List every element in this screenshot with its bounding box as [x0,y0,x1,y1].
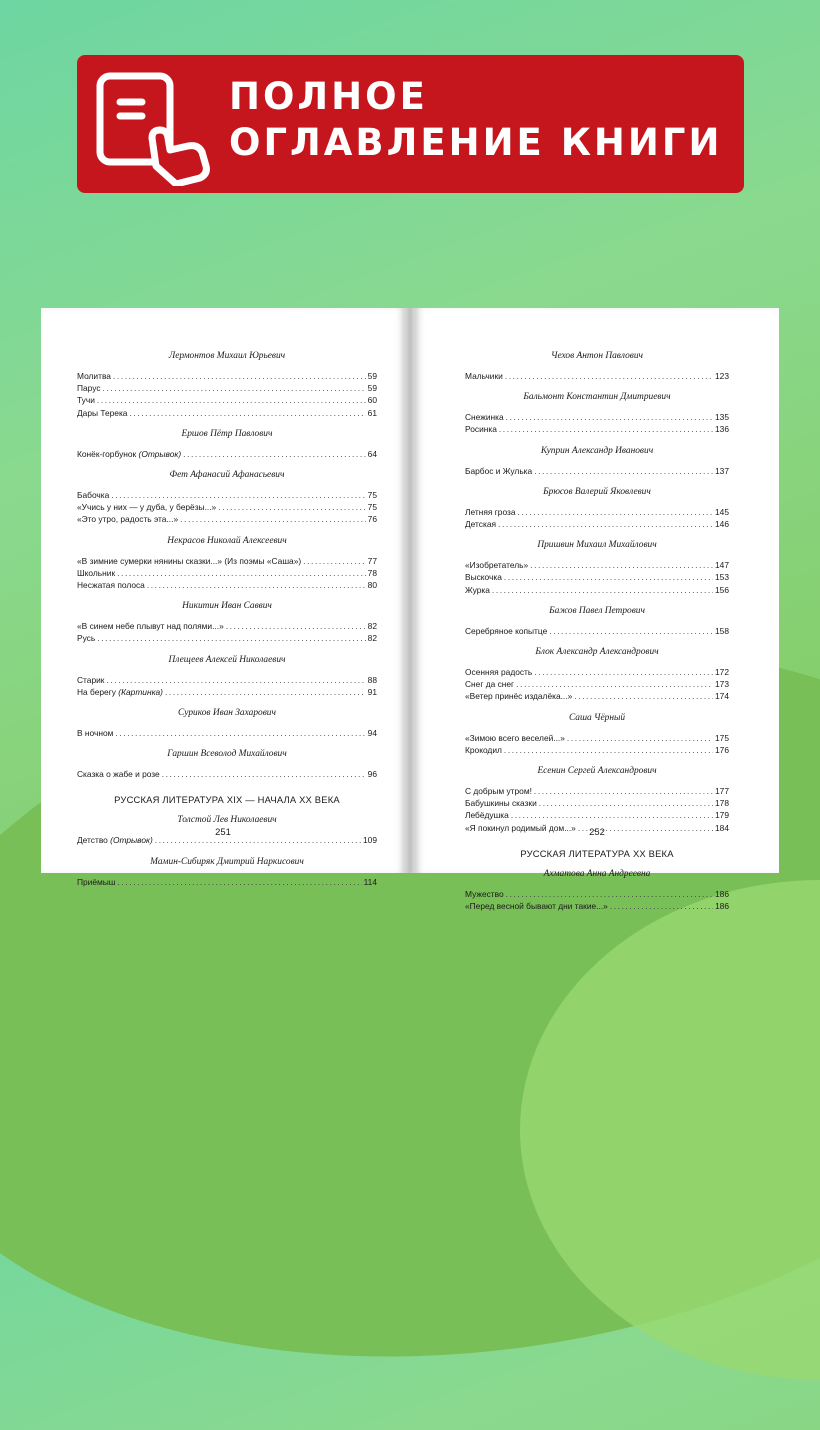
toc-entry-title [77,686,163,698]
toc-entry-page: 59 [367,371,377,381]
toc-entry-title-text: Летняя гроза [465,506,516,517]
toc-entry-title [77,555,301,567]
toc-entry-page: 177 [715,786,729,797]
toc-entry-title-text: Несжатая полоса [77,580,145,591]
left-page [41,308,405,887]
toc-entry-title [465,666,532,678]
leader-dots [113,370,366,382]
toc-entry-title [77,448,181,460]
leader-dots [118,876,362,888]
toc-entry [465,411,729,423]
toc-entry-page: 59 [367,383,377,394]
toc-entry-title [465,465,532,477]
leader-dots [103,382,366,394]
toc-author: Плещеев Алексей Николаевич [168,654,286,665]
toc-entry-subtitle: (Картинка) [118,686,163,697]
toc-author: Есенин Сергей Александрович [537,766,657,777]
leader-dots [180,513,366,525]
toc-entry [465,625,729,637]
toc-entry-title [77,407,127,419]
toc-entry-title-text: «Изобретатель» [465,560,529,571]
leader-dots [534,666,713,678]
leader-dots [129,407,365,419]
spacer [77,806,377,814]
toc-entry-title-text: Журка [465,584,490,595]
toc-entry-title [465,678,514,690]
toc-entry [77,876,377,888]
leader-dots [147,579,366,591]
leader-dots [504,571,713,583]
toc-entry-title-text: Осенняя радость [465,667,533,678]
toc-entry-page: 60 [367,395,377,406]
book-spread [41,308,779,912]
spacer [77,760,377,768]
toc-entry-page: 186 [715,888,729,899]
leader-dots [226,620,366,632]
toc-author: Мамин-Сибиряк Дмитрий Наркисович [150,856,304,867]
spacer [465,703,729,712]
toc-entry-subtitle: (Отрывок) [138,448,182,459]
toc-author: Ахматова Анна Андреевна [543,868,651,879]
spacer [465,530,729,539]
toc-entry-page: 184 [715,822,729,833]
toc-entry-page: 135 [715,412,729,423]
toc-entry-title [465,411,504,423]
toc-entry-title-text: Выскочка [465,572,502,583]
spacer [77,847,377,856]
toc-entry-title [465,506,516,518]
toc-entry [465,423,729,435]
leader-dots [117,567,366,579]
spacer [465,436,729,445]
toc-entry-page: 75 [367,502,377,513]
leader-dots [504,744,713,756]
spacer [77,612,377,620]
spacer [77,698,377,707]
spacer [77,591,377,600]
toc-entry-title-text: «Я покинул родимый дом...» [465,822,576,833]
toc-author: Некрасов Николай Алексеевич [167,535,287,546]
toc-entry-title-text: В ночном [77,728,114,739]
toc-entry [465,732,729,744]
leader-dots [567,732,713,744]
right-page [415,308,779,912]
leader-dots [516,678,713,690]
toc-entry-title-text: Сказка о жабе и розе [77,769,160,780]
toc-entry-title [77,876,116,888]
leader-dots [183,448,366,460]
toc-entry-page: 123 [715,371,729,381]
leader-dots [115,727,365,739]
spacer [465,477,729,486]
toc-entry-title-text: Детство [77,835,108,846]
spacer [77,526,377,535]
spacer [77,481,377,489]
toc-entry-page: 75 [367,490,377,501]
toc-entry [77,407,377,419]
leader-dots [499,423,713,435]
spacer [465,724,729,732]
toc-author: Куприн Александр Иванович [540,445,654,456]
toc-entry-title [465,625,547,637]
toc-author: Чехов Антон Павлович [550,351,643,361]
toc-entry-title-text: Снежинка [465,412,504,423]
toc-entry [465,744,729,756]
spacer [77,719,377,727]
toc-entry [77,674,377,686]
toc-entry-title [465,797,537,809]
toc-entry [77,513,377,525]
toc-entry-page: 96 [367,769,377,780]
page-number: 252 [589,826,605,837]
toc-entry-page: 146 [715,519,729,530]
toc-entry [77,448,377,460]
book-spine [405,308,415,873]
toc-entry-title-text: Молитва [77,371,111,381]
toc-entry-page: 175 [715,732,729,743]
leader-dots [97,632,365,644]
toc-entry [465,797,729,809]
toc-entry-title-text: Парус [77,383,101,394]
toc-entry [77,370,377,382]
toc-entry-title-text: «Ветер принёс издалёка...» [465,691,573,702]
leader-dots [511,809,713,821]
toc-author: Фет Афанасий Афанасьевич [169,470,285,481]
toc-entry-page: 179 [715,810,729,821]
leader-dots [534,465,713,477]
toc-entry-title-text: «Зимою всего веселей...» [465,732,565,743]
toc-entry-page: 137 [715,465,729,476]
toc-entry-title-text: Крокодил [465,744,502,755]
toc-entry-title [77,382,101,394]
toc-entry [77,489,377,501]
toc-entry-page: 76 [367,514,377,525]
toc-entry-title [465,785,532,797]
toc-entry-title-text: С добрым утром! [465,786,532,797]
toc-entry-title-text: «Перед весной бывают дни такие...» [465,901,608,912]
spacer [465,362,729,370]
toc-entry-title-text: Старик [77,674,105,685]
toc-entry-page: 178 [715,798,729,809]
toc-entry-title [465,744,502,756]
toc-entry-title [77,620,224,632]
toc-entry [77,632,377,644]
banner-title-line2: ОГЛАВЛЕНИЕ КНИГИ [229,121,723,164]
spacer [465,498,729,506]
leader-dots [106,674,365,686]
toc-entry-page: 156 [715,584,729,595]
toc-entry [77,768,377,780]
toc-author: Толстой Лев Николаевич [177,815,277,826]
leader-dots [162,768,366,780]
toc-entry [465,571,729,583]
toc-entry-title-text: Тучи [77,395,95,406]
toc-entry-title-text: Конёк-горбунок [77,448,137,459]
toc-entry-title-text: Серебряное копытце [465,625,548,636]
toc-entry-page: 61 [367,407,377,418]
toc-entry [77,501,377,513]
toc-author: Никитин Иван Саввич [182,601,272,612]
toc-list [77,350,377,888]
spacer [77,460,377,469]
leader-dots [518,506,714,518]
leader-dots [539,797,713,809]
toc-entry-title [465,518,496,530]
toc-entry [465,888,729,900]
toc-entry-title [77,727,113,739]
spacer [465,880,729,888]
toc-entry [465,678,729,690]
toc-author: Гаршин Всеволод Михайлович [167,749,287,760]
toc-entry-title [465,888,504,900]
toc-entry [77,567,377,579]
toc-entry-title-text: «Это утро, радость эта...» [77,514,179,525]
spacer [77,666,377,674]
toc-entry [77,382,377,394]
leader-dots [506,411,713,423]
toc-entry-page: 94 [367,728,377,739]
leader-dots [492,584,713,596]
toc-entry [465,690,729,702]
spacer [465,777,729,785]
toc-entry-title-text: Русь [77,633,96,644]
leader-dots [505,370,713,382]
spacer [465,860,729,868]
spacer [465,658,729,666]
toc-entry-title-text: Дары Терека [77,407,128,418]
spacer [77,440,377,448]
spacer [465,637,729,646]
toc-entry-title-text: Росинка [465,424,497,435]
toc-entry-subtitle: (Отрывок) [110,835,153,846]
toc-entry-page: 186 [715,901,729,912]
toc-entry-page: 176 [715,744,729,755]
toc-entry-title-text: «Учись у них — у дуба, у берёзы...» [77,502,217,513]
toc-entry-page: 82 [367,621,377,632]
toc-entry-title [77,370,111,382]
toc-entry [465,559,729,571]
toc-entry [465,506,729,518]
toc-entry-title [77,632,95,644]
toc-author: Брюсов Валерий Яковлевич [543,486,651,497]
leader-dots [303,555,366,567]
spacer [465,756,729,765]
toc-entry [77,555,377,567]
toc-entry-title-text: Снег да снег [465,679,515,690]
toc-entry-page: 145 [715,506,729,517]
spacer [465,457,729,465]
toc-author: Ершов Пётр Павлович [181,428,273,439]
toc-entry-page: 173 [715,679,729,690]
leader-dots [111,489,365,501]
toc-entry [465,465,729,477]
toc-entry-title [465,370,503,382]
toc-entry-title [77,579,145,591]
toc-entry-page: 78 [367,567,377,578]
toc-entry-title [465,423,497,435]
toc-entry-page: 91 [367,686,377,697]
spacer [77,645,377,654]
toc-entry [465,370,729,382]
banner-title [229,74,749,166]
toc-entry-title [77,674,104,686]
toc-entry [77,620,377,632]
toc-entry-page: 82 [367,633,377,644]
toc-section-heading: РУССКАЯ ЛИТЕРАТУРА XIX — НАЧАЛА XX ВЕКА [114,794,340,806]
toc-author: Лермонтов Михаил Юрьевич [168,351,286,361]
toc-entry [77,686,377,698]
toc-entry-title-text: Мальчики [465,371,503,381]
toc-entry-title [77,513,178,525]
toc-entry [77,579,377,591]
toc-entry [465,785,729,797]
spacer [465,617,729,625]
leader-dots [97,394,366,406]
leader-dots [610,900,713,912]
toc-entry [465,809,729,821]
toc-entry-title [465,732,565,744]
spacer [77,780,377,794]
spacer [465,596,729,605]
toc-entry-title [465,559,528,571]
spacer [77,362,377,370]
page-number: 251 [215,826,231,837]
toc-entry-page: 158 [715,625,729,636]
toc-entry-page: 174 [715,691,729,702]
toc-entry-page: 80 [367,580,377,591]
spacer [465,382,729,391]
spacer [465,551,729,559]
toc-entry [465,900,729,912]
toc-entry-page: 88 [367,674,377,685]
toc-entry-title-text: «В синем небе плывут над полями...» [77,621,224,632]
toc-entry-page: 136 [715,424,729,435]
toc-entry-title [77,489,109,501]
toc-entry-page: 64 [367,448,377,459]
toc-entry-title [77,501,216,513]
leader-dots [549,625,713,637]
spacer [77,739,377,748]
toc-entry-title [465,584,490,596]
toc-entry-page: 147 [715,560,729,571]
toc-author: Суриков Иван Захарович [178,708,276,719]
toc-entry-page: 77 [367,555,377,566]
toc-entry-title [465,900,608,912]
toc-entry-title [465,690,572,702]
toc-entry-title-text: Приёмыш [77,876,116,887]
toc-entry-title [77,567,115,579]
toc-entry-page: 153 [715,572,729,583]
toc-entry-title [77,768,160,780]
spacer [77,419,377,428]
spacer [77,868,377,876]
document-hand-icon [92,66,218,186]
spacer [465,403,729,411]
toc-entry [77,727,377,739]
toc-author: Блок Александр Александрович [535,647,659,658]
toc-entry-page: 109 [363,835,377,846]
toc-section-heading: РУССКАЯ ЛИТЕРАТУРА XX ВЕКА [520,847,674,859]
toc-author: Бальмонт Константин Дмитриевич [523,392,671,403]
toc-entry-title-text: Мужество [465,888,504,899]
toc-author: Саша Чёрный [568,712,626,723]
leader-dots [498,518,713,530]
toc-entry-title-text: На берегу [77,686,116,697]
toc-entry-title [465,809,509,821]
leader-dots [530,559,713,571]
toc-entry-title-text: Детская [465,519,497,530]
leader-dots [574,690,713,702]
toc-author: Бажов Павел Петрович [549,605,645,616]
toc-entry [77,394,377,406]
toc-entry-title-text: «В зимние сумерки нянины сказки...» (Из поэмы «Саша») [77,555,302,566]
toc-entry-title-text: Лебёдушка [465,810,509,821]
toc-entry [465,584,729,596]
leader-dots [534,785,713,797]
toc-entry [465,518,729,530]
toc-author: Пришвин Михаил Михайлович [537,540,657,551]
toc-entry-title [465,571,502,583]
toc-entry [465,666,729,678]
leader-dots [506,888,713,900]
toc-entry-title-text: Бабушкины сказки [465,798,537,809]
toc-entry-title-text: Барбос и Жулька [465,465,533,476]
toc-entry-title-text: Школьник [77,567,116,578]
leader-dots [165,686,366,698]
leader-dots [218,501,365,513]
toc-entry-page: 172 [715,667,729,678]
banner-title-line1: ПОЛНОЕ [229,75,428,118]
toc-entry-title-text: Бабочка [77,490,110,501]
toc-entry-page: 114 [363,876,377,887]
toc-entry-title [77,394,95,406]
spacer [77,547,377,555]
